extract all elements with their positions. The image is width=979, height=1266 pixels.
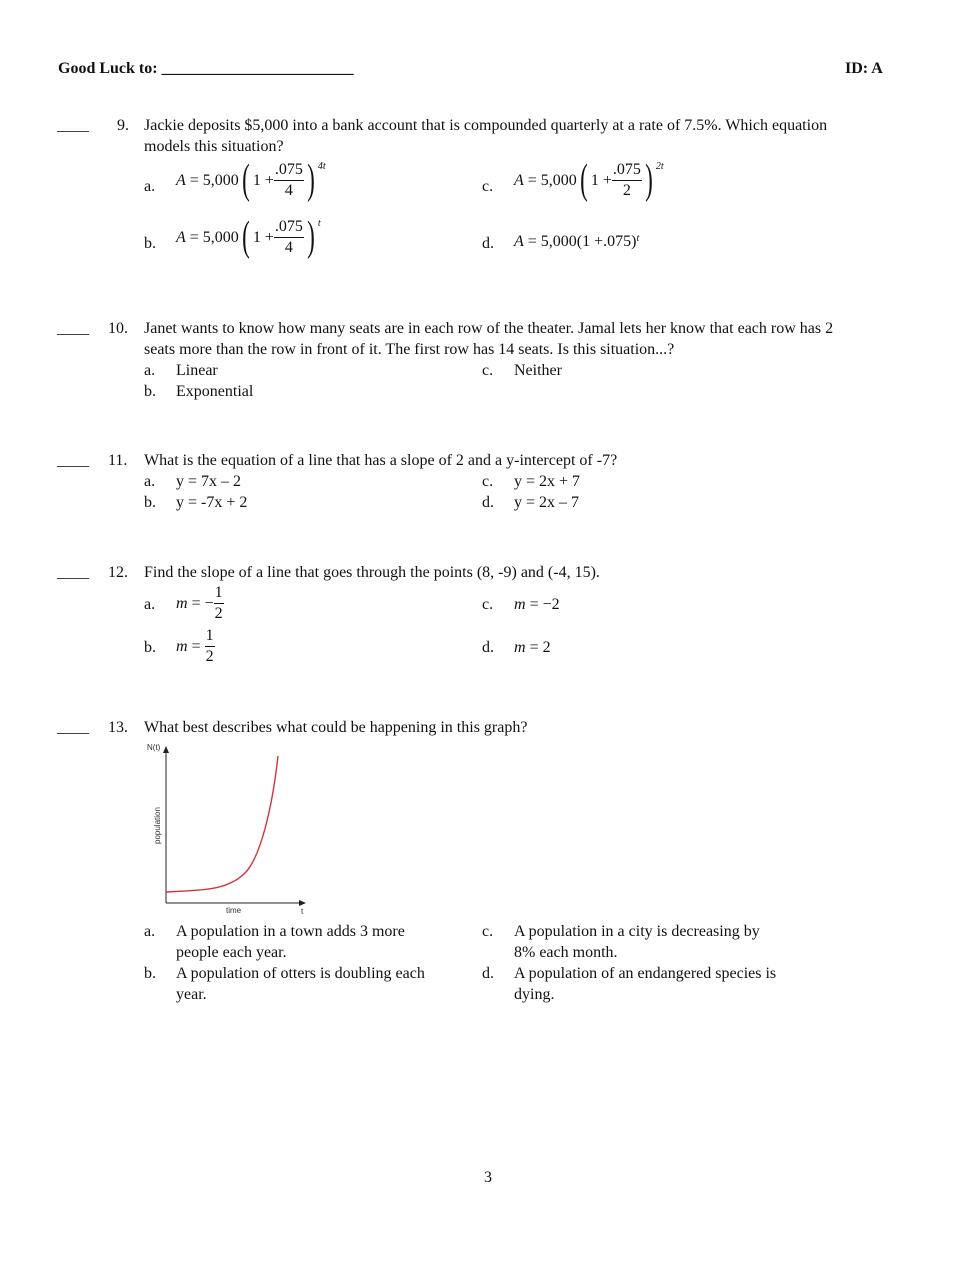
x-axis-label: t	[301, 907, 304, 916]
choice-b-equation[interactable]: A = 5,000 ( 1 + $\frac{.075}{4}$ ) t	[176, 213, 321, 260]
equation-lhs: m	[176, 637, 188, 655]
answer-blank[interactable]: ____	[57, 320, 89, 337]
y-axis-label: N(t)	[147, 743, 161, 752]
fraction-numerator: 1	[214, 585, 224, 604]
choice-text-line1: A population of an endangered species is	[514, 965, 777, 982]
choice-c[interactable]	[482, 923, 760, 961]
choice-d-equation[interactable]	[514, 639, 551, 657]
choice-letter: a.	[144, 178, 156, 195]
choice-letter: b.	[144, 965, 156, 982]
fraction-denominator: 2	[622, 182, 631, 199]
question-text: seats more than the row in front of it. The first row has 14 seats. Is this situation...?	[144, 341, 675, 358]
y-axis-title: population	[153, 807, 162, 844]
choice-text: Linear	[176, 362, 218, 379]
equation-eq: = 5,000	[189, 228, 239, 246]
equation-lhs: A	[514, 171, 524, 189]
choice-text-line2: 8% each month.	[514, 944, 618, 961]
choice-a[interactable]	[144, 362, 218, 380]
equation-one-plus: 1 +	[252, 171, 274, 189]
page-number: 3	[484, 1169, 492, 1186]
equation-eq: = 5,000	[527, 171, 577, 189]
choice-d[interactable]	[482, 494, 580, 512]
equation-eq: = −	[191, 594, 214, 612]
equation-exponent: t	[636, 232, 640, 244]
choice-letter: a.	[144, 473, 156, 490]
choice-letter: d.	[482, 235, 494, 252]
choice-b[interactable]	[144, 383, 254, 401]
id-value: A	[871, 60, 883, 77]
choice-letter: a.	[144, 362, 156, 379]
fraction-numerator: .075	[274, 162, 304, 181]
choice-c[interactable]	[482, 473, 581, 491]
answer-blank[interactable]: ____	[57, 452, 89, 469]
choice-letter: b.	[144, 235, 156, 252]
choice-c-equation[interactable]: A = 5,000 ( 1 + $\frac{.075}{2}$ ) 2t	[514, 156, 664, 203]
fraction-denominator: 4	[284, 239, 293, 256]
id-label: ID:	[845, 60, 869, 77]
equation-one-plus: 1 +	[590, 171, 612, 189]
question-number: 11.	[108, 452, 128, 469]
equation-lhs: A	[176, 228, 186, 246]
choice-letter: c.	[482, 362, 494, 379]
choice-c[interactable]	[482, 362, 562, 380]
choice-letter: c.	[482, 178, 494, 195]
question-number: 13.	[108, 719, 128, 736]
question-text: Jackie deposits $5,000 into a bank account that is compounded quarterly at a rate of 7.5%. Which equation	[144, 117, 828, 134]
equation-lhs: m	[514, 639, 526, 656]
question-text: models this situation?	[144, 138, 284, 155]
question-number: 12.	[108, 564, 128, 581]
choice-text-line2: year.	[176, 986, 207, 1003]
equation-eq: = −2	[529, 596, 560, 613]
equation-one-plus: 1 +	[252, 228, 274, 246]
fraction-numerator: .075	[274, 219, 304, 238]
choice-a-equation[interactable]	[176, 585, 224, 622]
question-text: What best describes what could be happening in this graph?	[144, 719, 528, 736]
question-text: Find the slope of a line that goes through the points (8, -9) and (-4, 15).	[144, 564, 600, 581]
choice-letter: a.	[144, 923, 156, 940]
equation-lhs: A	[176, 171, 186, 189]
fraction-numerator: 1	[205, 628, 215, 647]
choice-letter: b.	[144, 639, 156, 656]
equation-eq: =	[191, 637, 201, 655]
choice-letter: a.	[144, 596, 156, 613]
choice-text-line2: people each year.	[176, 944, 287, 961]
choice-text-line1: A population in a town adds 3 more	[176, 923, 405, 940]
choice-letter: c.	[482, 923, 494, 940]
choice-text: y = 2x – 7	[514, 494, 580, 511]
choice-letter: b.	[144, 494, 156, 511]
growth-curve	[166, 756, 278, 892]
name-blank[interactable]: ________________________	[161, 60, 354, 77]
answer-blank[interactable]: ____	[57, 719, 89, 736]
choice-letter: b.	[144, 383, 156, 400]
equation-lhs: m	[176, 594, 188, 612]
header-name-line	[58, 60, 354, 78]
population-graph	[140, 740, 320, 918]
equation-exponent: 2t	[655, 161, 664, 172]
choice-text-line2: dying.	[514, 986, 555, 1003]
choice-b[interactable]	[144, 494, 248, 512]
fraction-numerator: .075	[612, 162, 642, 181]
equation-eq: = 5,000	[189, 171, 239, 189]
equation-eq: = 5,000(1 +.075)	[527, 233, 637, 250]
choice-letter: c.	[482, 473, 494, 490]
x-axis-arrow-icon	[299, 900, 306, 906]
equation-lhs: A	[514, 233, 524, 250]
equation-lhs: m	[514, 596, 526, 613]
choice-text: Neither	[514, 362, 562, 379]
choice-letter: d.	[482, 494, 494, 511]
choice-c-equation[interactable]	[514, 596, 560, 614]
answer-blank[interactable]: ____	[57, 117, 89, 134]
choice-letter: c.	[482, 596, 494, 613]
choice-a[interactable]	[144, 923, 405, 961]
x-axis-title: time	[226, 906, 242, 915]
choice-letter: d.	[482, 965, 494, 982]
choice-text-line1: A population of otters is doubling each	[176, 965, 425, 982]
question-text: Janet wants to know how many seats are in each row of the theater. Jamal lets her know that each row has 2	[144, 320, 834, 337]
choice-d-equation[interactable]	[514, 233, 639, 251]
question-number: 9.	[117, 117, 129, 134]
equation-eq: = 2	[529, 639, 551, 656]
fraction-denominator: 2	[205, 648, 214, 665]
choice-d[interactable]	[482, 965, 777, 1003]
choice-text-line1: A population in a city is decreasing by	[514, 923, 760, 940]
question-text: What is the equation of a line that has a slope of 2 and a y-intercept of -7?	[144, 452, 618, 469]
choice-text: y = -7x + 2	[176, 494, 248, 511]
choice-a[interactable]	[144, 473, 242, 491]
choice-text: y = 2x + 7	[514, 473, 581, 490]
choice-b-equation[interactable]	[176, 628, 215, 665]
fraction-denominator: 4	[284, 182, 293, 199]
choice-text: y = 7x – 2	[176, 473, 242, 490]
header-id	[845, 60, 883, 78]
question-number: 10.	[108, 320, 128, 337]
good-luck-label: Good Luck to:	[58, 60, 158, 77]
y-axis-arrow-icon	[163, 746, 169, 753]
equation-exponent: 4t	[317, 161, 326, 172]
choice-a-equation[interactable]: A = 5,000 ( 1 + $\frac{.075}{4}$ ) 4t	[176, 156, 326, 203]
fraction-denominator: 2	[214, 605, 223, 622]
choice-letter: d.	[482, 639, 494, 656]
choice-b[interactable]	[144, 965, 425, 1003]
equation-exponent: t	[317, 218, 321, 229]
choice-text: Exponential	[176, 383, 254, 400]
answer-blank[interactable]: ____	[57, 564, 89, 581]
